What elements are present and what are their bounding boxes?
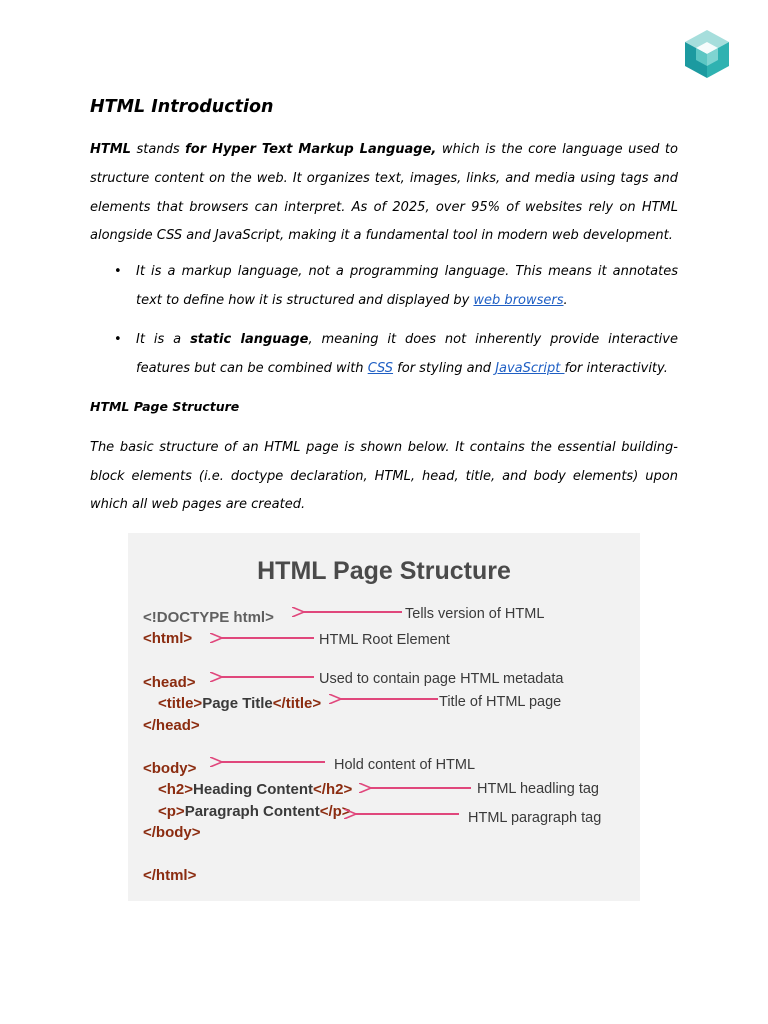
annotation-html: HTML Root Element [319,632,450,648]
page-title: HTML Introduction [90,97,274,117]
code-line-body: <body> [143,760,197,777]
intro-text-2: which is the core language used to structure content on the web. It organizes text, images, links, and media using tags and elements that browsers can interpret. As of 2025, over 95% of websites rely on HTML alongside CSS and JavaScript, making it a fundamental tool in modern web development. [90,142,678,244]
css-link[interactable]: CSS [367,360,394,376]
code-line-title: <title>Page Title</title> [158,695,322,712]
annotation-title: Title of HTML page [439,694,562,710]
code-line-head: <head> [143,674,196,691]
bullet-1-text: It is a markup language, not a programming language. This means it annotates text to define how it is structured and displayed by [136,264,678,308]
intro-term: HTML [90,142,131,157]
annotation-head: Used to contain page HTML metadata [319,671,564,687]
html-structure-figure [128,533,640,901]
bullet-list [90,258,678,383]
code-line-doctype: <!DOCTYPE html> [143,609,274,626]
code-line-body-close: </body> [143,824,201,841]
code-line-html-close: </html> [143,867,197,884]
annotation-p: HTML paragraph tag [468,810,602,826]
bullet-1-end: . [563,292,568,308]
code-line-head-close: </head> [143,717,200,734]
annotation-body: Hold content of HTML [334,757,476,773]
bullet-2-pre: It is a [136,331,191,347]
intro-paragraph [90,136,678,251]
bullet-item-static [90,326,678,384]
bullet-2-bold: static language [190,331,309,347]
bullet-2-mid: , meaning it does not inherently provide interactive features but can be combined with [136,331,678,376]
web-browsers-link[interactable]: web browsers [473,292,564,308]
code-line-html: <html> [143,630,193,647]
intro-bold: for Hyper Text Markup Language, [185,142,437,157]
bullet-2-mid2: for styling and [393,360,496,376]
code-line-h2: <h2>Heading Content</h2> [158,781,353,798]
code-line-p: <p>Paragraph Content</p> [158,803,351,820]
bullet-icon: • [114,264,122,280]
intro-text-1: stands [130,142,186,157]
bullet-2-end: for interactivity. [564,360,668,376]
bullet-item-markup [90,258,678,316]
javascript-link[interactable]: JavaScript [495,360,565,376]
annotation-doctype: Tells version of HTML [405,606,545,622]
cube-logo-icon [682,29,732,79]
section-subheading: HTML Page Structure [90,399,240,415]
annotation-h2: HTML headling tag [477,781,599,797]
structure-paragraph: The basic structure of an HTML page is shown below. It contains the essential building-block elements (i.e. doctype declaration, HTML, head, title, and body elements) upon which all web pages are created. [90,439,678,513]
bullet-icon: • [114,331,122,347]
figure-title: HTML Page Structure [257,557,511,585]
document-body [90,93,678,520]
